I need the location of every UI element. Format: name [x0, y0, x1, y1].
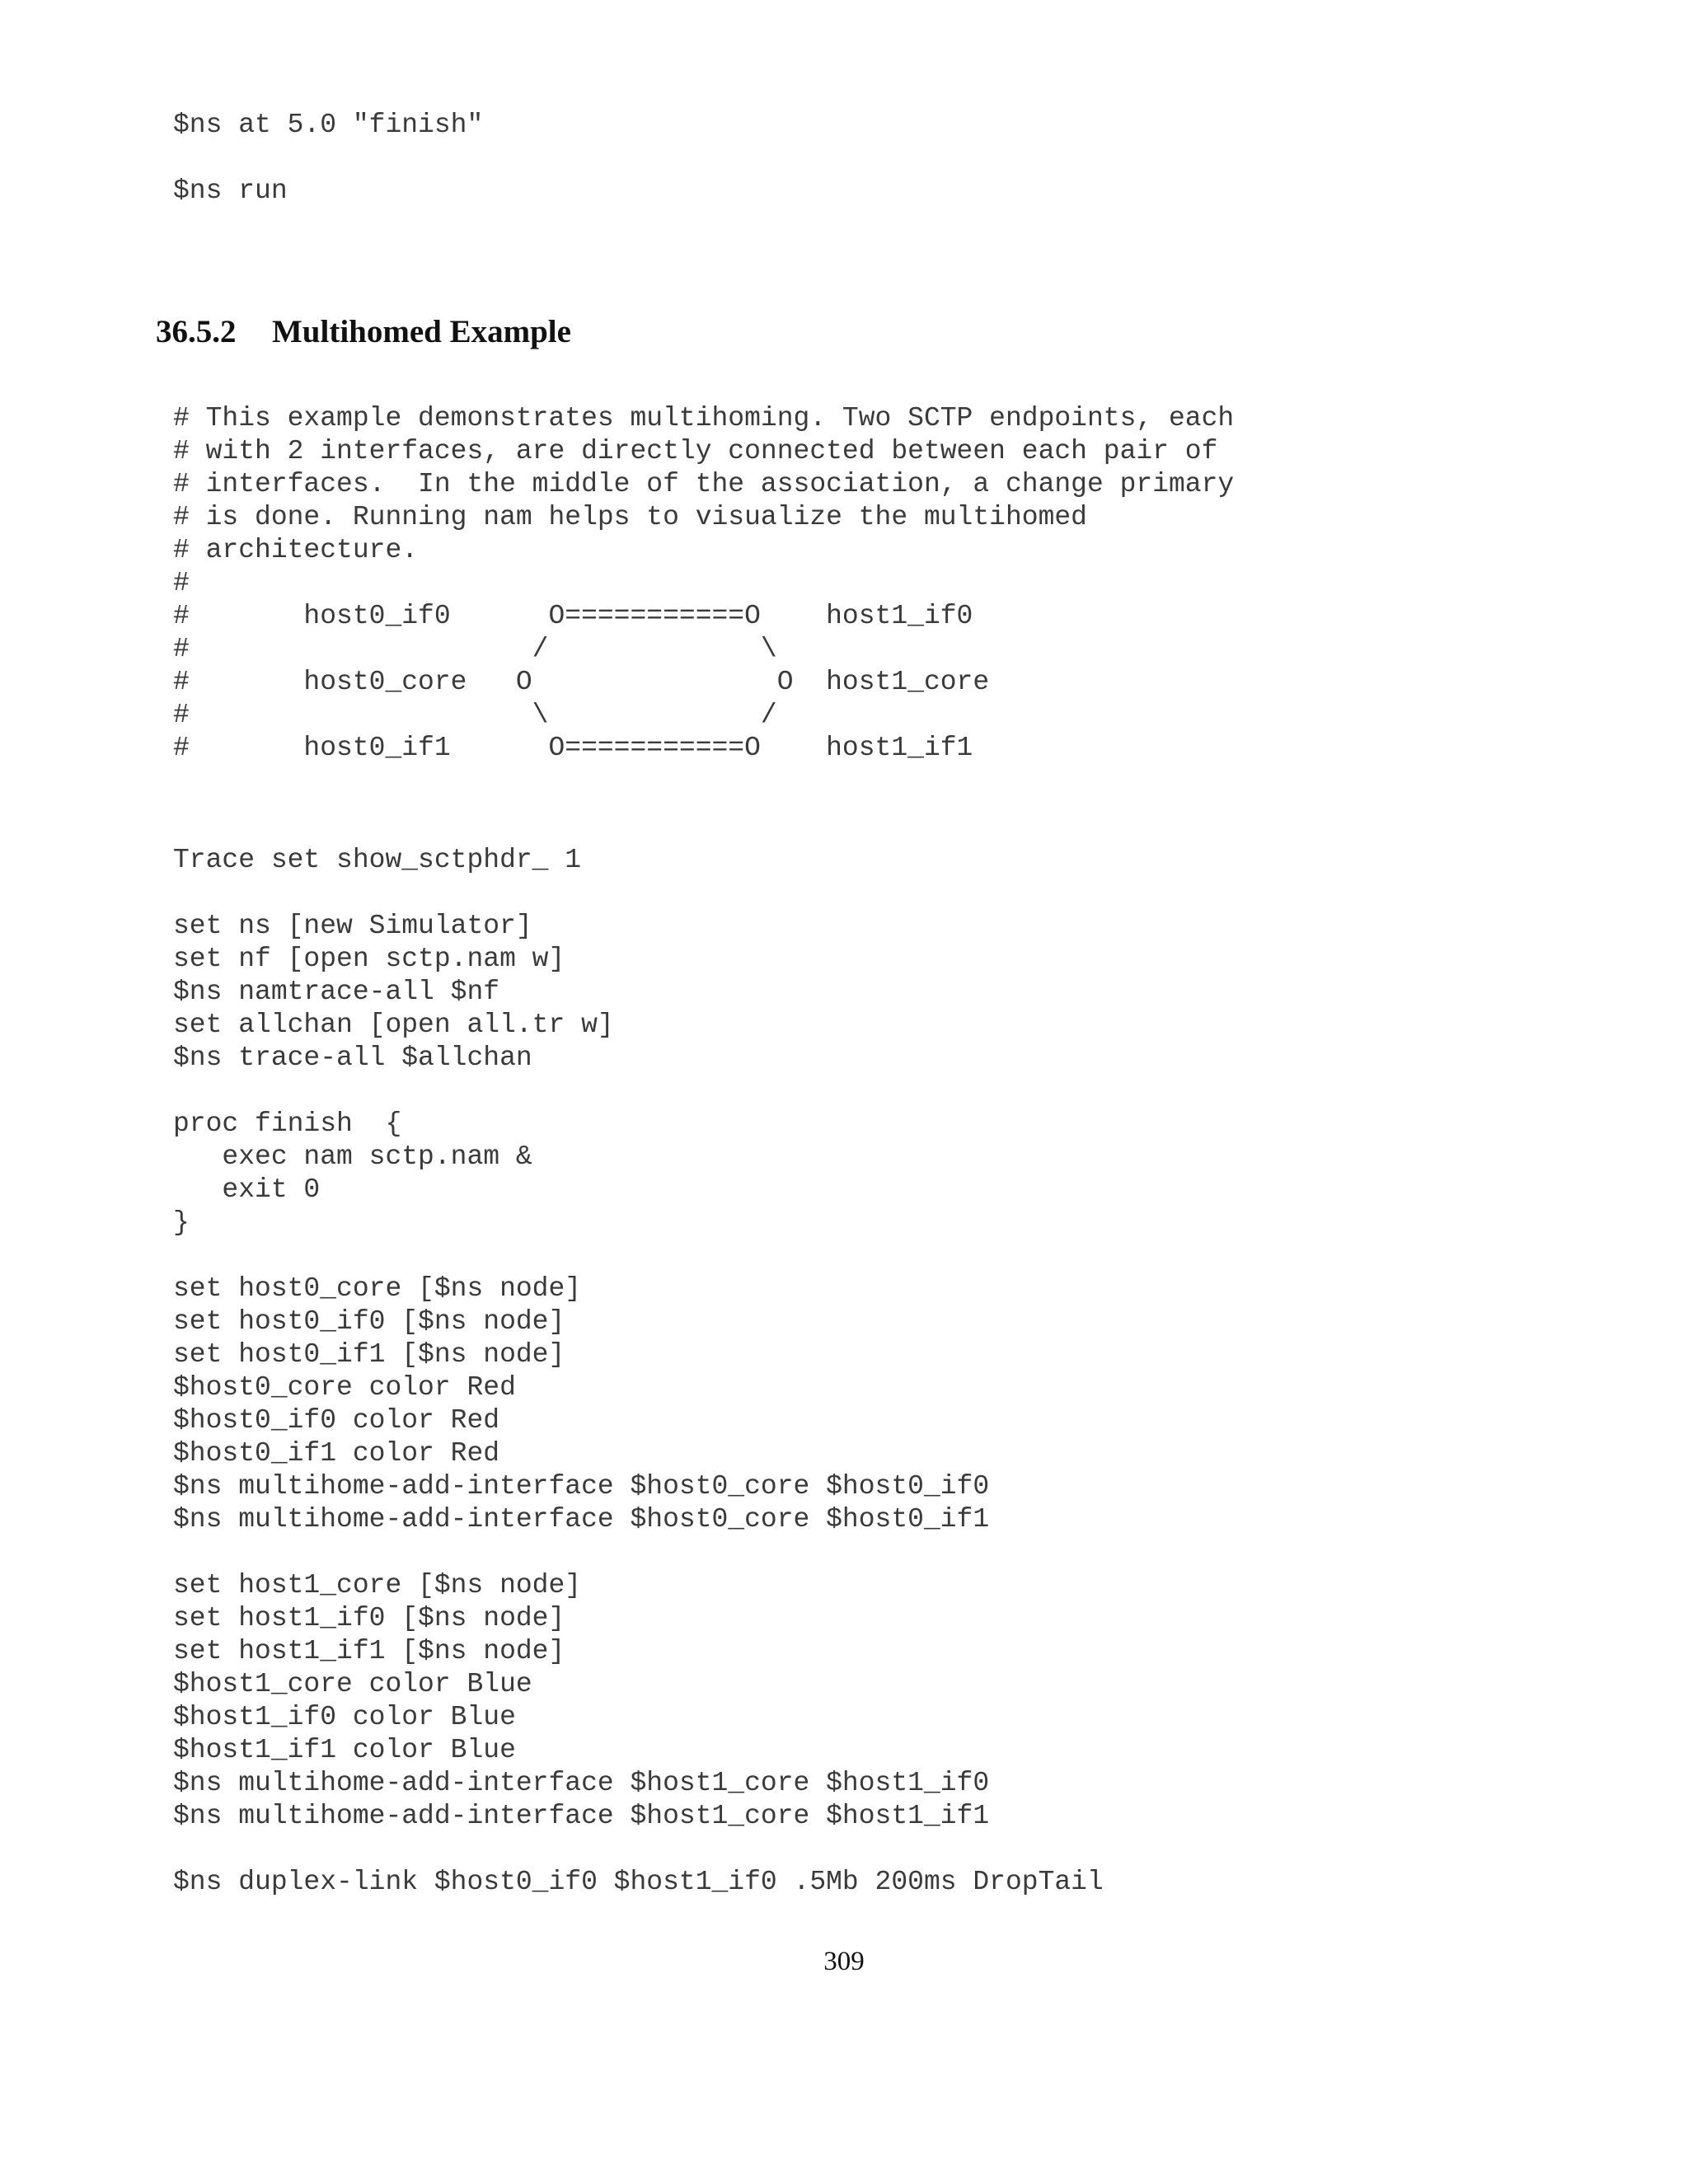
- code-line: # This example demonstrates multihoming. Two SCTP endpoints, each: [173, 403, 1235, 434]
- code-line: [173, 1075, 1104, 1108]
- code-line: # interfaces. In the middle of the association, a change primary: [173, 469, 1235, 499]
- code-line: [173, 1833, 1104, 1866]
- code-line: [173, 877, 1104, 910]
- code-line: $host0_if0 color Red: [173, 1405, 500, 1436]
- code-line: $ns at 5.0 "finish": [173, 110, 484, 140]
- code-line: $ns trace-all $allchan: [173, 1043, 532, 1073]
- code-block-top: [173, 109, 483, 208]
- code-block-comment: [173, 402, 1234, 765]
- code-line: # with 2 interfaces, are directly connected between each pair of: [173, 436, 1218, 466]
- page-number: 309: [823, 1947, 865, 1976]
- code-line: set host0_core [$ns node]: [173, 1273, 582, 1304]
- code-line: # architecture.: [173, 535, 419, 565]
- code-line: $host0_core color Red: [173, 1372, 516, 1403]
- code-line: }: [173, 1207, 190, 1238]
- code-line: set host1_if0 [$ns node]: [173, 1603, 565, 1633]
- ascii-diagram-line: # / \: [173, 634, 777, 664]
- code-line: $host1_if1 color Blue: [173, 1735, 516, 1765]
- code-line: [173, 142, 483, 175]
- code-line: [173, 1536, 1104, 1569]
- section-title: Multihomed Example: [272, 314, 571, 349]
- code-line: # is done. Running nam helps to visualize the multihomed: [173, 502, 1087, 532]
- code-line: set host0_if1 [$ns node]: [173, 1339, 565, 1370]
- ascii-diagram-line: # \ /: [173, 700, 777, 730]
- ascii-diagram-line: # host0_core O O host1_core: [173, 667, 990, 697]
- section-number: 36.5.2: [156, 314, 237, 349]
- code-line: $ns run: [173, 176, 288, 206]
- code-line: set host1_if1 [$ns node]: [173, 1636, 565, 1666]
- ascii-diagram-line: # host0_if0 O===========O host1_if0: [173, 601, 973, 631]
- code-line: set host1_core [$ns node]: [173, 1570, 582, 1601]
- code-line: $ns duplex-link $host0_if0 $host1_if0 .5Mb 200ms DropTail: [173, 1867, 1104, 1897]
- code-line: $host0_if1 color Red: [173, 1438, 500, 1469]
- ascii-diagram-line: # host0_if1 O===========O host1_if1: [173, 733, 973, 763]
- code-line: set host0_if0 [$ns node]: [173, 1306, 565, 1337]
- code-line: exec nam sctp.nam &: [173, 1141, 532, 1172]
- code-line: proc finish {: [173, 1108, 402, 1139]
- code-line: $ns multihome-add-interface $host1_core $host1_if1: [173, 1801, 990, 1831]
- code-line: $ns multihome-add-interface $host1_core $host1_if0: [173, 1768, 990, 1798]
- code-line: set allchan [open all.tr w]: [173, 1010, 614, 1040]
- code-line: [173, 1240, 1104, 1272]
- code-line: Trace set show_sctphdr_ 1: [173, 845, 582, 875]
- code-line: set ns [new Simulator]: [173, 911, 532, 941]
- code-line: #: [173, 568, 190, 598]
- code-line: set nf [open sctp.nam w]: [173, 944, 565, 974]
- code-line: $host1_core color Blue: [173, 1669, 532, 1699]
- code-line: $ns namtrace-all $nf: [173, 977, 500, 1007]
- section-heading: [156, 312, 571, 353]
- code-line: $host1_if0 color Blue: [173, 1702, 516, 1732]
- code-line: $ns multihome-add-interface $host0_core $host0_if0: [173, 1471, 990, 1502]
- code-line: $ns multihome-add-interface $host0_core $host0_if1: [173, 1504, 990, 1535]
- code-line: exit 0: [173, 1174, 321, 1205]
- code-block-main: [173, 844, 1104, 1899]
